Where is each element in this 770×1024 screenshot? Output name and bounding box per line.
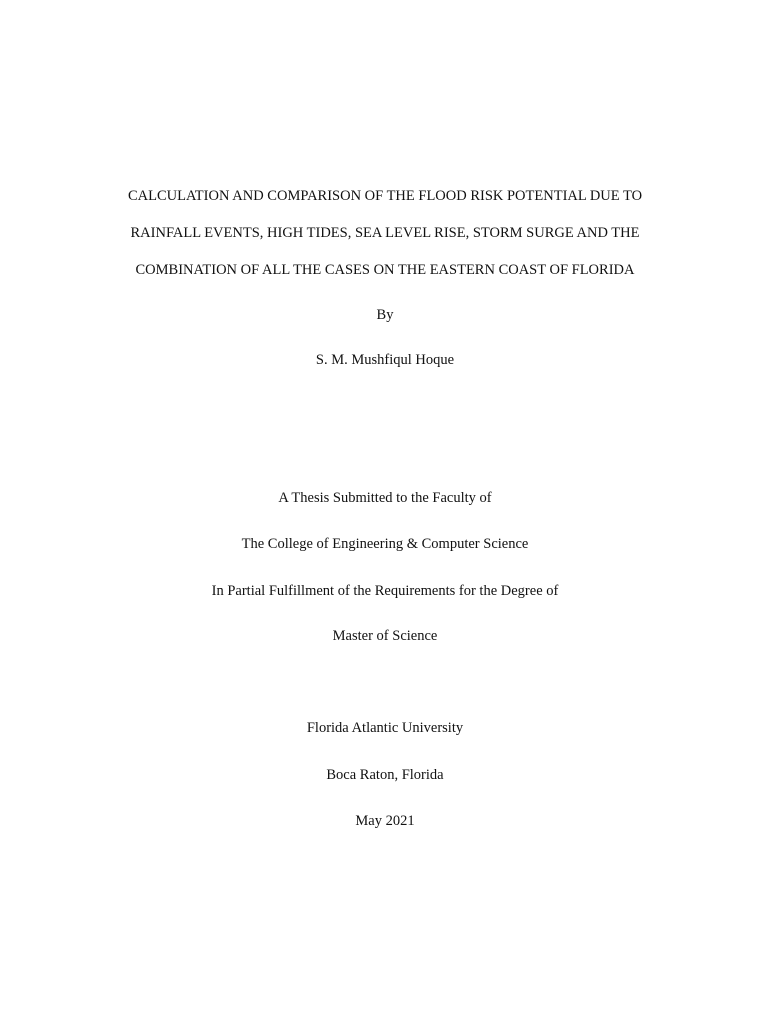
university-name: Florida Atlantic University — [306, 720, 464, 736]
college-name: The College of Engineering & Computer Science — [241, 536, 529, 552]
fulfillment-statement: In Partial Fulfillment of the Requirements for the Degree of — [211, 583, 559, 599]
degree-name: Master of Science — [332, 628, 438, 644]
thesis-title-line-2: RAINFALL EVENTS, HIGH TIDES, SEA LEVEL RISE, STORM SURGE AND THE — [130, 225, 640, 241]
thesis-title-line-3: COMBINATION OF ALL THE CASES ON THE EASTERN COAST OF FLORIDA — [135, 262, 635, 278]
author-name: S. M. Mushfiqul Hoque — [315, 352, 455, 368]
submission-date: May 2021 — [355, 813, 415, 829]
thesis-title-line-1: CALCULATION AND COMPARISON OF THE FLOOD RISK POTENTIAL DUE TO — [127, 188, 643, 204]
submission-statement: A Thesis Submitted to the Faculty of — [278, 490, 492, 506]
university-location: Boca Raton, Florida — [326, 767, 444, 783]
by-label: By — [376, 307, 394, 323]
